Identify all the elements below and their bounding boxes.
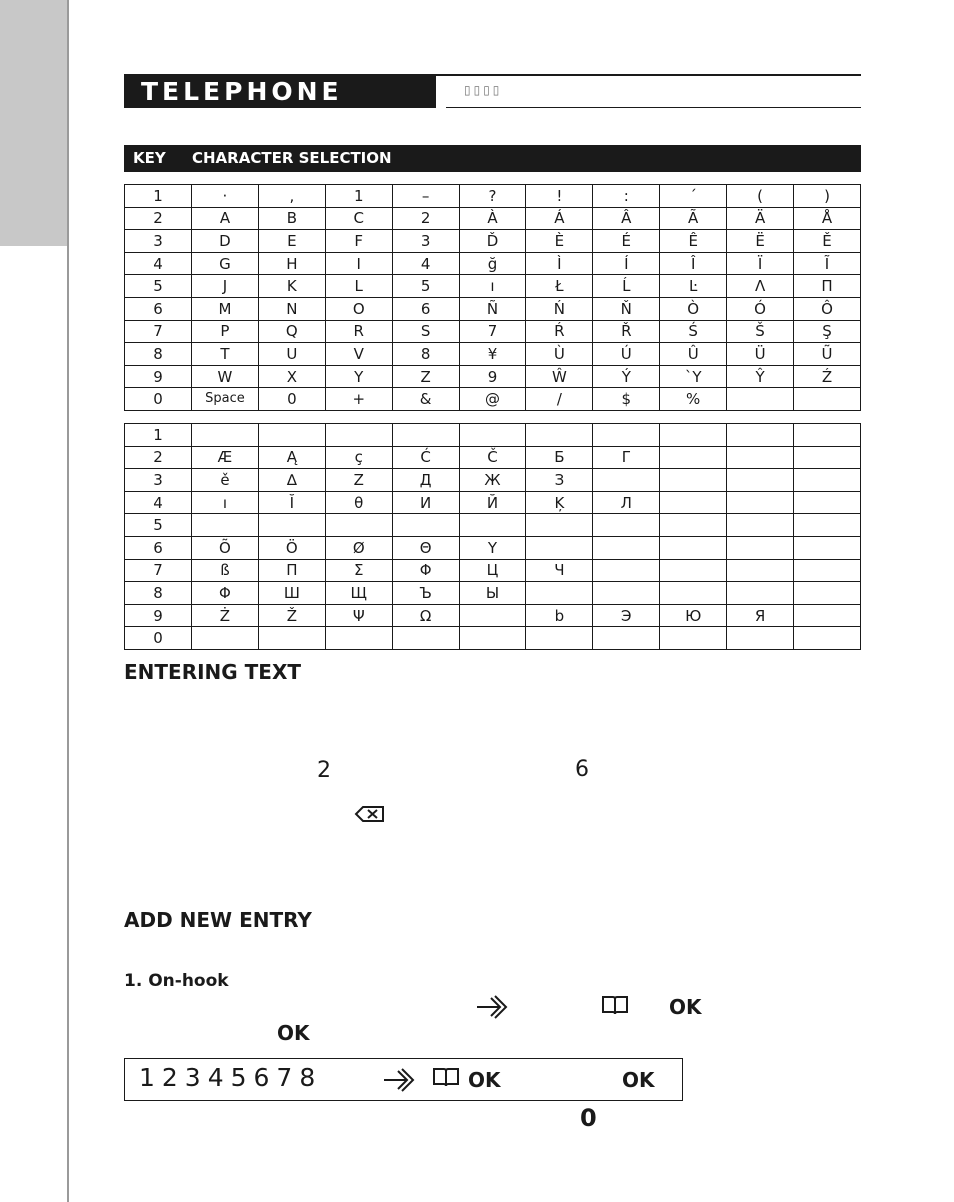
char-cell: Θ — [392, 536, 459, 559]
char-cell — [794, 536, 861, 559]
key-cell: 9 — [125, 604, 192, 627]
char-cell: `Y — [660, 365, 727, 388]
display-ok-2: OK — [622, 1068, 655, 1092]
key-cell: 9 — [125, 365, 192, 388]
add-new-entry-title: ADD NEW ENTRY — [124, 908, 312, 932]
char-cell: W — [192, 365, 259, 388]
char-cell: É — [593, 230, 660, 253]
page-title: TELEPHONE BOOK — [124, 76, 436, 108]
char-cell — [593, 424, 660, 447]
char-cell: 2 — [392, 207, 459, 230]
char-cell: Ż — [192, 604, 259, 627]
char-cell: Ω — [392, 604, 459, 627]
phonebook-icon — [601, 995, 629, 1020]
table-row — [125, 388, 861, 411]
char-cell: Б — [526, 446, 593, 469]
char-cell: Λ — [727, 275, 794, 298]
header-underline — [446, 107, 861, 108]
char-cell: & — [392, 388, 459, 411]
table-row — [125, 424, 861, 447]
char-cell: Ж — [459, 469, 526, 492]
char-cell: U — [258, 343, 325, 366]
key-cell: 7 — [125, 320, 192, 343]
char-cell — [794, 469, 861, 492]
char-cell: Ì — [526, 252, 593, 275]
char-cell: F — [325, 230, 392, 253]
char-cell — [459, 627, 526, 650]
key-cell: 5 — [125, 275, 192, 298]
table-row — [125, 297, 861, 320]
char-cell — [459, 604, 526, 627]
char-cell: Ψ — [325, 604, 392, 627]
key-0-label: 0 — [580, 1104, 597, 1132]
char-cell: Ũ — [794, 343, 861, 366]
char-cell: : — [593, 185, 660, 208]
char-cell: X — [258, 365, 325, 388]
char-cell: , — [258, 185, 325, 208]
char-cell: + — [325, 388, 392, 411]
char-cell — [727, 536, 794, 559]
char-cell: Φ — [392, 559, 459, 582]
char-cell: V — [325, 343, 392, 366]
char-cell — [794, 627, 861, 650]
char-cell: Ø — [325, 536, 392, 559]
char-cell: Ê — [660, 230, 727, 253]
display-digits: 12345678 — [139, 1063, 323, 1092]
char-cell — [794, 388, 861, 411]
char-cell — [727, 627, 794, 650]
char-cell: Ã — [660, 207, 727, 230]
char-cell: Å — [794, 207, 861, 230]
char-cell: ´ — [660, 185, 727, 208]
char-cell: 8 — [392, 343, 459, 366]
char-cell: ı — [192, 491, 259, 514]
char-cell: ( — [727, 185, 794, 208]
key-cell: 5 — [125, 514, 192, 537]
char-cell: Ш — [258, 582, 325, 605]
char-cell: Ŀ — [660, 275, 727, 298]
key-cell: 4 — [125, 252, 192, 275]
char-cell: ğ — [459, 252, 526, 275]
char-cell — [192, 514, 259, 537]
char-cell — [459, 424, 526, 447]
char-cell — [593, 627, 660, 650]
char-cell: O — [325, 297, 392, 320]
char-cell: Z — [392, 365, 459, 388]
char-cell — [660, 446, 727, 469]
char-cell — [794, 582, 861, 605]
char-cell: Ы — [459, 582, 526, 605]
side-rule — [67, 0, 69, 1202]
char-cell: Y — [325, 365, 392, 388]
display-ok-1: OK — [468, 1068, 501, 1092]
key-cell: 0 — [125, 388, 192, 411]
char-cell — [392, 627, 459, 650]
char-cell: G — [192, 252, 259, 275]
entering-text-title: ENTERING TEXT — [124, 660, 302, 684]
char-cell: Э — [593, 604, 660, 627]
char-cell — [660, 536, 727, 559]
char-cell — [325, 514, 392, 537]
char-cell — [192, 627, 259, 650]
char-cell: Õ — [192, 536, 259, 559]
table-row — [125, 320, 861, 343]
char-cell — [258, 627, 325, 650]
char-cell: Ý — [593, 365, 660, 388]
table-row — [125, 536, 861, 559]
char-cell: B — [258, 207, 325, 230]
table-row — [125, 514, 861, 537]
key-cell: 8 — [125, 343, 192, 366]
char-cell: ě — [192, 469, 259, 492]
char-cell: θ — [325, 491, 392, 514]
char-cell: Ó — [727, 297, 794, 320]
char-cell: A — [192, 207, 259, 230]
key-2-label: 2 — [317, 758, 331, 783]
char-cell: Φ — [192, 582, 259, 605]
menu-arrow-icon — [476, 995, 509, 1023]
char-cell — [727, 514, 794, 537]
char-cell: $ — [593, 388, 660, 411]
key-cell: 1 — [125, 185, 192, 208]
char-cell: P — [192, 320, 259, 343]
display-sequence-box — [124, 1058, 683, 1101]
table-row — [125, 627, 861, 650]
char-cell: Ю — [660, 604, 727, 627]
char-cell: Ù — [526, 343, 593, 366]
char-cell: Ö — [258, 536, 325, 559]
char-cell: C — [325, 207, 392, 230]
char-cell: Ñ — [459, 297, 526, 320]
key-cell: 4 — [125, 491, 192, 514]
char-cell — [727, 469, 794, 492]
char-cell — [526, 582, 593, 605]
char-cell: Ķ — [526, 491, 593, 514]
char-cell: Ä — [727, 207, 794, 230]
char-cell: Ŕ — [526, 320, 593, 343]
char-cell — [325, 424, 392, 447]
char-cell: T — [192, 343, 259, 366]
char-cell: Ď — [459, 230, 526, 253]
char-cell: E — [258, 230, 325, 253]
char-cell: ! — [526, 185, 593, 208]
char-cell — [526, 627, 593, 650]
key-cell: 3 — [125, 230, 192, 253]
char-cell: I — [325, 252, 392, 275]
char-cell — [593, 582, 660, 605]
char-cell — [727, 446, 794, 469]
char-cell: Ń — [526, 297, 593, 320]
char-cell — [727, 424, 794, 447]
char-cell: N — [258, 297, 325, 320]
table-row — [125, 207, 861, 230]
table-row — [125, 446, 861, 469]
char-cell: 3 — [392, 230, 459, 253]
char-cell: Ş — [794, 320, 861, 343]
char-cell: ∆ — [258, 469, 325, 492]
char-cell — [727, 559, 794, 582]
ok-key-1: OK — [669, 995, 702, 1019]
table-row — [125, 185, 861, 208]
char-cell: Í — [593, 252, 660, 275]
char-cell: Д — [392, 469, 459, 492]
char-cell: Ĺ — [593, 275, 660, 298]
char-cell: Ü — [727, 343, 794, 366]
char-cell: Ř — [593, 320, 660, 343]
char-cell: ) — [794, 185, 861, 208]
char-cell: Ï — [727, 252, 794, 275]
char-cell: Ц — [459, 559, 526, 582]
char-cell: Æ — [192, 446, 259, 469]
key-heading: KEY — [133, 149, 166, 167]
char-cell: Ň — [593, 297, 660, 320]
key-cell: 7 — [125, 559, 192, 582]
char-cell: Ł — [526, 275, 593, 298]
key-cell: 8 — [125, 582, 192, 605]
char-cell: Ź — [794, 365, 861, 388]
table-row — [125, 275, 861, 298]
char-cell: ¥ — [459, 343, 526, 366]
char-cell: Ŷ — [727, 365, 794, 388]
char-cell: Ë — [727, 230, 794, 253]
table-row — [125, 343, 861, 366]
character-selection-bar — [124, 145, 861, 172]
char-cell — [192, 424, 259, 447]
char-cell: Ŵ — [526, 365, 593, 388]
char-cell: Â — [593, 207, 660, 230]
key-cell: 6 — [125, 297, 192, 320]
char-cell: Space — [192, 388, 259, 411]
char-cell: Ć — [392, 446, 459, 469]
char-cell: 6 — [392, 297, 459, 320]
char-cell — [258, 424, 325, 447]
char-cell — [727, 388, 794, 411]
char-cell: Á — [526, 207, 593, 230]
key-cell: 3 — [125, 469, 192, 492]
character-table-1 — [124, 184, 861, 411]
char-cell: @ — [459, 388, 526, 411]
char-cell: П — [258, 559, 325, 582]
char-cell: 5 — [392, 275, 459, 298]
char-cell: Σ — [325, 559, 392, 582]
char-cell: J — [192, 275, 259, 298]
char-cell: 9 — [459, 365, 526, 388]
table-row — [125, 365, 861, 388]
page-subtitle: ▯▯▯▯ — [464, 83, 503, 97]
char-cell: ß — [192, 559, 259, 582]
char-cell: Q — [258, 320, 325, 343]
character-selection-heading: CHARACTER SELECTION — [192, 149, 392, 167]
char-cell: 7 — [459, 320, 526, 343]
char-cell: Z — [325, 469, 392, 492]
char-cell — [593, 559, 660, 582]
char-cell: Ě — [794, 230, 861, 253]
char-cell — [660, 491, 727, 514]
char-cell: Š — [727, 320, 794, 343]
key-cell: 6 — [125, 536, 192, 559]
char-cell: H — [258, 252, 325, 275]
table-row — [125, 491, 861, 514]
char-cell — [727, 491, 794, 514]
char-cell: ? — [459, 185, 526, 208]
char-cell: ı — [459, 275, 526, 298]
char-cell — [526, 536, 593, 559]
char-cell — [660, 627, 727, 650]
char-cell: Č — [459, 446, 526, 469]
char-cell: Й — [459, 491, 526, 514]
key-6-label: 6 — [575, 757, 589, 782]
char-cell — [794, 491, 861, 514]
char-cell: Y — [459, 536, 526, 559]
char-cell — [526, 424, 593, 447]
char-cell — [794, 514, 861, 537]
char-cell — [392, 424, 459, 447]
key-cell: 2 — [125, 446, 192, 469]
char-cell — [727, 582, 794, 605]
char-cell: Î — [660, 252, 727, 275]
table-row — [125, 469, 861, 492]
char-cell: Ĭ — [258, 491, 325, 514]
table-row — [125, 252, 861, 275]
character-table-2 — [124, 423, 861, 650]
char-cell — [593, 469, 660, 492]
char-cell — [794, 446, 861, 469]
char-cell: Ъ — [392, 582, 459, 605]
ok-key-2: OK — [277, 1021, 310, 1045]
char-cell: Я — [727, 604, 794, 627]
char-cell — [794, 604, 861, 627]
char-cell — [325, 627, 392, 650]
char-cell: Û — [660, 343, 727, 366]
delete-icon — [354, 805, 385, 827]
char-cell — [593, 514, 660, 537]
char-cell: 1 — [325, 185, 392, 208]
char-cell: K — [258, 275, 325, 298]
char-cell — [660, 559, 727, 582]
phonebook-icon — [432, 1067, 460, 1092]
char-cell: Л — [593, 491, 660, 514]
char-cell — [459, 514, 526, 537]
menu-arrow-icon — [383, 1068, 416, 1096]
char-cell — [392, 514, 459, 537]
char-cell — [660, 582, 727, 605]
key-cell: 0 — [125, 627, 192, 650]
char-cell: Ž — [258, 604, 325, 627]
char-cell — [526, 514, 593, 537]
char-cell: Ч — [526, 559, 593, 582]
char-cell — [593, 536, 660, 559]
char-cell: З — [526, 469, 593, 492]
char-cell: – — [392, 185, 459, 208]
char-cell: È — [526, 230, 593, 253]
table-row — [125, 604, 861, 627]
char-cell: % — [660, 388, 727, 411]
char-cell: b — [526, 604, 593, 627]
char-cell: · — [192, 185, 259, 208]
char-cell — [660, 469, 727, 492]
key-cell: 1 — [125, 424, 192, 447]
char-cell: À — [459, 207, 526, 230]
char-cell: L — [325, 275, 392, 298]
char-cell: / — [526, 388, 593, 411]
char-cell — [794, 559, 861, 582]
char-cell — [660, 514, 727, 537]
char-cell — [660, 424, 727, 447]
char-cell: 0 — [258, 388, 325, 411]
char-cell: Щ — [325, 582, 392, 605]
char-cell: Ò — [660, 297, 727, 320]
char-cell: ç — [325, 446, 392, 469]
char-cell: Г — [593, 446, 660, 469]
char-cell: M — [192, 297, 259, 320]
char-cell: D — [192, 230, 259, 253]
step-on-hook: 1. On-hook — [124, 971, 229, 991]
char-cell: Ô — [794, 297, 861, 320]
table-row — [125, 559, 861, 582]
key-cell: 2 — [125, 207, 192, 230]
char-cell: И — [392, 491, 459, 514]
char-cell — [258, 514, 325, 537]
char-cell: Ą — [258, 446, 325, 469]
char-cell: 4 — [392, 252, 459, 275]
char-cell — [794, 424, 861, 447]
side-tab — [0, 0, 68, 246]
char-cell: Π — [794, 275, 861, 298]
table-row — [125, 582, 861, 605]
table-row — [125, 230, 861, 253]
char-cell: Ĩ — [794, 252, 861, 275]
char-cell: Ś — [660, 320, 727, 343]
char-cell: S — [392, 320, 459, 343]
char-cell: Ú — [593, 343, 660, 366]
char-cell: R — [325, 320, 392, 343]
